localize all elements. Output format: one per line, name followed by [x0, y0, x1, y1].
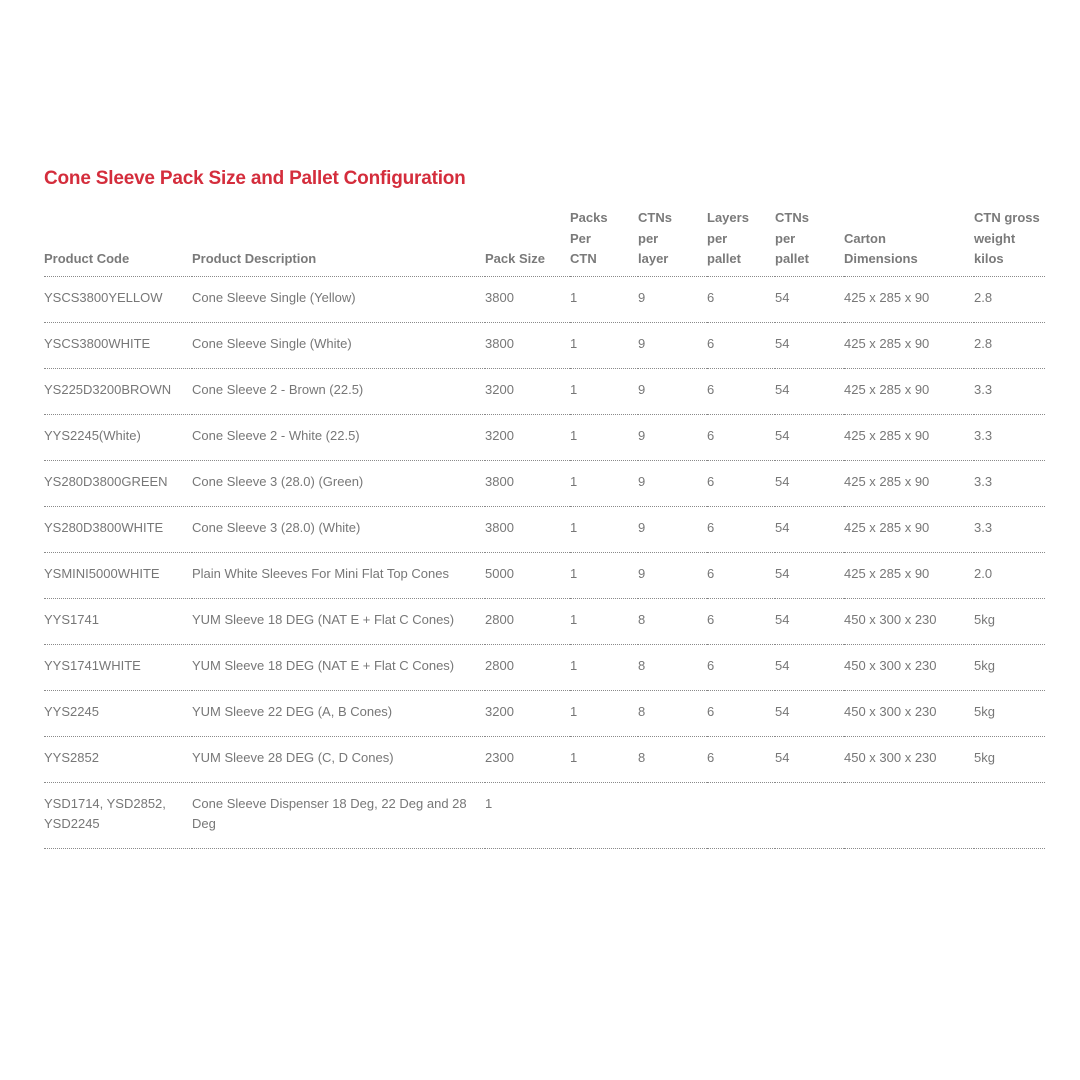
column-header-line: pallet	[707, 251, 741, 266]
column-header-line: per	[775, 230, 796, 246]
cell-dims: 425 x 285 x 90	[844, 322, 974, 368]
column-header-ppc	[570, 208, 638, 276]
cell-ppc: 1	[570, 414, 638, 460]
cell-code: YYS2245	[44, 690, 192, 736]
cell-weight: 2.8	[974, 322, 1045, 368]
column-header-line: Per	[570, 230, 591, 246]
column-header-line: Dimensions	[844, 251, 918, 266]
cell-code: YSCS3800WHITE	[44, 322, 192, 368]
column-header-cpp	[775, 208, 844, 276]
cell-cpl	[638, 782, 707, 848]
cell-code: YSD1714, YSD2852, YSD2245	[44, 782, 192, 848]
table-row	[44, 414, 1045, 460]
cell-cpl: 9	[638, 552, 707, 598]
cell-code: YYS2852	[44, 736, 192, 782]
cell-cpl: 8	[638, 644, 707, 690]
table-row	[44, 506, 1045, 552]
cell-dims: 425 x 285 x 90	[844, 460, 974, 506]
cell-cpl: 8	[638, 690, 707, 736]
cell-ppc: 1	[570, 322, 638, 368]
cell-lpp: 6	[707, 460, 775, 506]
cell-cpp: 54	[775, 322, 844, 368]
cell-code: YYS1741	[44, 598, 192, 644]
cell-lpp: 6	[707, 598, 775, 644]
cell-code: YS280D3800WHITE	[44, 506, 192, 552]
cell-pack: 3800	[485, 460, 570, 506]
cell-cpp: 54	[775, 736, 844, 782]
table-row	[44, 644, 1045, 690]
cell-desc: Cone Sleeve Single (White)	[192, 322, 485, 368]
cell-dims: 425 x 285 x 90	[844, 414, 974, 460]
cell-ppc: 1	[570, 506, 638, 552]
cell-cpp: 54	[775, 552, 844, 598]
cell-desc: Cone Sleeve Single (Yellow)	[192, 276, 485, 322]
cell-lpp: 6	[707, 736, 775, 782]
cell-weight: 2.8	[974, 276, 1045, 322]
column-header-cpl	[638, 208, 707, 276]
cell-cpl: 8	[638, 598, 707, 644]
cell-desc: YUM Sleeve 22 DEG (A, B Cones)	[192, 690, 485, 736]
column-header-line: CTN gross	[974, 210, 1040, 225]
table-row	[44, 276, 1045, 322]
cell-ppc: 1	[570, 644, 638, 690]
cell-pack: 2300	[485, 736, 570, 782]
cell-ppc: 1	[570, 276, 638, 322]
column-header-line: layer	[638, 251, 669, 266]
cell-cpp: 54	[775, 598, 844, 644]
cell-code: YSCS3800YELLOW	[44, 276, 192, 322]
cell-weight: 5kg	[974, 736, 1045, 782]
cell-ppc: 1	[570, 552, 638, 598]
column-header-line: weight	[974, 230, 1016, 246]
cell-weight	[974, 782, 1045, 848]
cell-desc: Plain White Sleeves For Mini Flat Top Cones	[192, 552, 485, 598]
cell-cpl: 9	[638, 506, 707, 552]
cell-ppc: 1	[570, 460, 638, 506]
cell-desc: Cone Sleeve 2 - White (22.5)	[192, 414, 485, 460]
cell-weight: 3.3	[974, 506, 1045, 552]
cell-pack: 2800	[485, 644, 570, 690]
cell-dims: 450 x 300 x 230	[844, 598, 974, 644]
cell-dims: 425 x 285 x 90	[844, 506, 974, 552]
cell-cpp	[775, 782, 844, 848]
cell-desc: Cone Sleeve 3 (28.0) (Green)	[192, 460, 485, 506]
column-header-line: pallet	[775, 251, 809, 266]
column-header-line: per	[638, 230, 659, 246]
column-header-line: Product Code	[44, 251, 130, 266]
cell-lpp: 6	[707, 322, 775, 368]
page-title: Cone Sleeve Pack Size and Pallet Configuration	[44, 168, 466, 189]
cell-desc: Cone Sleeve 3 (28.0) (White)	[192, 506, 485, 552]
cell-weight: 5kg	[974, 690, 1045, 736]
cell-lpp: 6	[707, 644, 775, 690]
cell-cpp: 54	[775, 460, 844, 506]
cell-cpl: 8	[638, 736, 707, 782]
table-row	[44, 598, 1045, 644]
cell-code: YYS2245(White)	[44, 414, 192, 460]
cell-code: YS225D3200BROWN	[44, 368, 192, 414]
column-header-line: CTNs	[638, 210, 672, 225]
cell-weight: 3.3	[974, 368, 1045, 414]
cell-cpl: 9	[638, 460, 707, 506]
cell-pack: 3800	[485, 506, 570, 552]
cell-cpp: 54	[775, 276, 844, 322]
column-header-weight	[974, 208, 1045, 276]
cell-cpl: 9	[638, 322, 707, 368]
cell-lpp: 6	[707, 368, 775, 414]
cell-lpp	[707, 782, 775, 848]
cell-weight: 5kg	[974, 598, 1045, 644]
cell-lpp: 6	[707, 552, 775, 598]
table-row	[44, 460, 1045, 506]
column-header-line: kilos	[974, 251, 1004, 266]
cell-code: YYS1741WHITE	[44, 644, 192, 690]
cell-lpp: 6	[707, 414, 775, 460]
cell-dims: 425 x 285 x 90	[844, 552, 974, 598]
cell-desc: Cone Sleeve Dispenser 18 Deg, 22 Deg and 28 Deg	[192, 782, 485, 848]
pallet-config-table	[44, 208, 1045, 849]
cell-lpp: 6	[707, 690, 775, 736]
cell-desc: YUM Sleeve 18 DEG (NAT E + Flat C Cones)	[192, 644, 485, 690]
cell-weight: 5kg	[974, 644, 1045, 690]
cell-cpp: 54	[775, 506, 844, 552]
cell-weight: 2.0	[974, 552, 1045, 598]
cell-dims: 450 x 300 x 230	[844, 736, 974, 782]
cell-pack: 3200	[485, 690, 570, 736]
column-header-line: Pack Size	[485, 251, 545, 266]
cell-cpl: 9	[638, 368, 707, 414]
cell-weight: 3.3	[974, 460, 1045, 506]
column-header-line: Layers	[707, 210, 749, 225]
table-row	[44, 736, 1045, 782]
cell-pack: 5000	[485, 552, 570, 598]
cell-ppc: 1	[570, 736, 638, 782]
cell-pack: 3200	[485, 414, 570, 460]
cell-dims: 425 x 285 x 90	[844, 368, 974, 414]
cell-cpp: 54	[775, 690, 844, 736]
cell-cpp: 54	[775, 414, 844, 460]
cell-ppc	[570, 782, 638, 848]
column-header-desc	[192, 208, 485, 276]
column-header-line: CTN	[570, 251, 597, 266]
column-header-code	[44, 208, 192, 276]
cell-pack: 1	[485, 782, 570, 848]
cell-pack: 3800	[485, 276, 570, 322]
cell-code: YS280D3800GREEN	[44, 460, 192, 506]
cell-lpp: 6	[707, 276, 775, 322]
table-row	[44, 552, 1045, 598]
cell-cpp: 54	[775, 644, 844, 690]
column-header-line: per	[707, 230, 728, 246]
cell-cpp: 54	[775, 368, 844, 414]
cell-dims: 450 x 300 x 230	[844, 690, 974, 736]
cell-dims: 425 x 285 x 90	[844, 276, 974, 322]
column-header-pack	[485, 208, 570, 276]
cell-code: YSMINI5000WHITE	[44, 552, 192, 598]
column-header-line: CTNs	[775, 210, 809, 225]
cell-pack: 2800	[485, 598, 570, 644]
table-header	[44, 208, 1045, 276]
table-row	[44, 322, 1045, 368]
table-row	[44, 782, 1045, 848]
table-row	[44, 368, 1045, 414]
cell-cpl: 9	[638, 276, 707, 322]
column-header-line: Carton	[844, 230, 886, 246]
header-row	[44, 208, 1045, 276]
cell-desc: Cone Sleeve 2 - Brown (22.5)	[192, 368, 485, 414]
cell-desc: YUM Sleeve 28 DEG (C, D Cones)	[192, 736, 485, 782]
cell-pack: 3800	[485, 322, 570, 368]
cell-dims	[844, 782, 974, 848]
cell-desc: YUM Sleeve 18 DEG (NAT E + Flat C Cones)	[192, 598, 485, 644]
cell-lpp: 6	[707, 506, 775, 552]
cell-weight: 3.3	[974, 414, 1045, 460]
cell-ppc: 1	[570, 598, 638, 644]
cell-dims: 450 x 300 x 230	[844, 644, 974, 690]
cell-ppc: 1	[570, 368, 638, 414]
cell-cpl: 9	[638, 414, 707, 460]
column-header-line: Packs	[570, 210, 608, 225]
cell-pack: 3200	[485, 368, 570, 414]
table-body	[44, 276, 1045, 848]
cell-ppc: 1	[570, 690, 638, 736]
column-header-lpp	[707, 208, 775, 276]
table-row	[44, 690, 1045, 736]
column-header-dims	[844, 208, 974, 276]
column-header-line: Product Description	[192, 251, 317, 266]
